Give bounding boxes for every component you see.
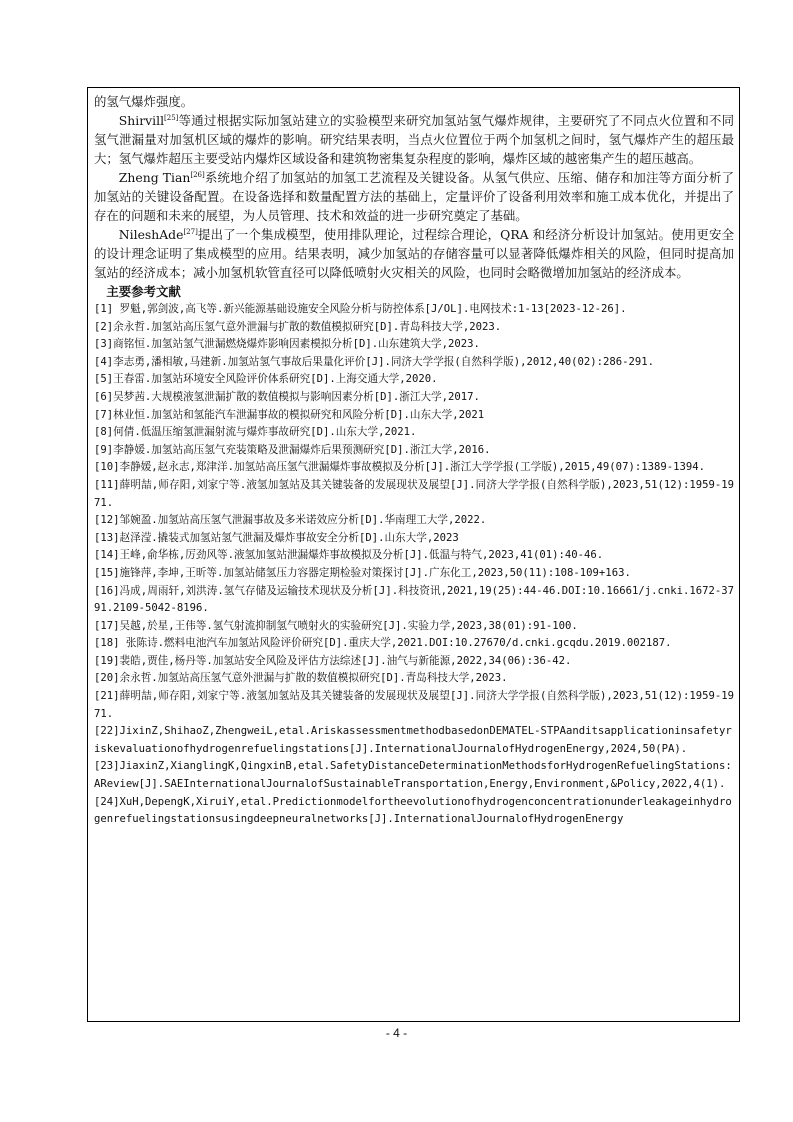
reference-item: [21]薛明喆,师存阳,刘家宁等.液氢加氢站及其关键装备的发展现状及展望[J].同济大学学报(自然科学版),2023,51(12):1959-1971. xyxy=(94,690,734,720)
paragraph-text: 系统地介绍了加氢站的加氢工艺流程及关键设备。从氢气供应、压缩、储存和加注等方面分析了加氢站的关键设备配置。在设备选择和数量配置方法的基础上，定量评价了设备利用效率和施工成本优化，并提出了存在的问题和未来的展望，为人员管理、技术和效益的进一步研究奠定了基础。 xyxy=(94,170,734,223)
author-name: NileshAde xyxy=(118,227,184,242)
paragraph-text: 的氢气爆炸强度。 xyxy=(94,94,194,109)
reference-item: [17]吴越,於星,王伟等.氢气射流抑制氢气喷射火的实验研究[J].实验力学,2023,38(01):91-100. xyxy=(94,619,578,632)
paragraph-zheng-tian xyxy=(94,168,734,225)
reference-item: [4]李志勇,潘相敏,马建新.加氢站氢气事故后果量化评价[J].同济大学学报(自然科学版),2012,40(02):286-291. xyxy=(94,355,655,368)
reference-item: [5]王春雷.加氢站环境安全风险评价体系研究[D].上海交通大学,2020. xyxy=(94,373,438,386)
reference-item: [1] 罗魁,郭剑波,高飞等.新兴能源基础设施安全风险分析与防控体系[J/OL].电网技术:1-13[2023-12-26]. xyxy=(94,303,627,315)
reference-item: [2]余永哲.加氢站高压氢气意外泄漏与扩散的数值模拟研究[D].青岛科技大学,2023. xyxy=(94,320,502,333)
reference-item: [12]邹婉盈.加氢站高压氢气泄漏事故及多米诺效应分析[D].华南理工大学,2022. xyxy=(94,514,487,527)
paragraph-text: 提出了一个集成模型，使用排队理论，过程综合理论，QRA 和经济分析设计加氢站。使用更安全的设计理念证明了集成模型的应用。结果表明，减少加氢站的存储容量可以显著降低爆炸相关的风险，但同时提高加氢站的经济成本；减小加氢机软管直径可以降低喷射火灾相关的风险，也同时会略微增加加氢站的经济成本。 xyxy=(94,227,734,280)
paragraph-text: 等通过根据实际加氢站建立的实验模型来研究加氢站氢气爆炸规律，主要研究了不同点火位置和不同氢气泄漏量对加氢机区域的爆炸的影响。研究结果表明，当点火位置位于两个加氢机之间时，氢气爆炸产生的超压最大；氢气爆炸超压主要受站内爆炸区域设备和建筑物密集复杂程度的影响，爆炸区域的越密集产生的超压越高。 xyxy=(94,113,734,166)
page-body xyxy=(94,92,734,829)
reference-item: [13]赵泽滢.撬装式加氢站氢气泄漏及爆炸事故安全分析[D].山东大学,2023 xyxy=(94,531,459,544)
reference-item: [7]林业恒.加氢站和氢能汽车泄漏事故的模拟研究和风险分析[D].山东大学,2021 xyxy=(94,408,485,421)
paragraph-shirvill xyxy=(94,111,734,168)
reference-item: [6]吴梦茜.大规模液氢泄漏扩散的数值模拟与影响因素分析[D].浙江大学,2017. xyxy=(94,390,480,403)
reference-list xyxy=(94,301,734,829)
reference-item: [22]JixinZ,ShihaoZ,ZhengweiL,etal.AriskassessmentmethodbasedonDEMATEL-STPAanditsapplicationinsafetyriskevaluationofhydrogenrefuelingstations[J].InternationalJournalofHydrogenEnergy,2024,50(PA). xyxy=(94,725,732,755)
reference-item: [18] 张陈诗.燃料电池汽车加氢站风险评价研究[D].重庆大学,2021.DOI:10.27670/d.cnki.gcqdu.2019.002187. xyxy=(94,637,672,650)
reference-item: [19]裴皓,贾佳,杨丹等.加氢站安全风险及评估方法综述[J].油气与新能源,2022,34(06):36-42. xyxy=(94,654,572,667)
reference-item: [3]商铭恒.加氢站氢气泄漏燃烧爆炸影响因素模拟分析[D].山东建筑大学,2023. xyxy=(94,338,480,351)
citation-marker: [27] xyxy=(183,227,198,236)
references-heading: 主要参考文献 xyxy=(106,284,181,299)
content-frame xyxy=(87,87,740,1022)
reference-item: [23]JiaxinZ,XianglingK,QingxinB,etal.SafetyDistanceDeterminationMethodsforHydrogenRefuelingStations:AReview[J].SAEInternationalJournalofSustainableTransportation,Energy,Environment,&Policy,2022,4(1). xyxy=(94,760,732,791)
author-name: Shirvill xyxy=(118,113,165,128)
reference-item: [9]李静媛.加氢站高压氢气充装策略及泄漏爆炸后果预测研究[D].浙江大学,2016. xyxy=(94,443,491,456)
reference-item: [8]何倩.低温压缩氢泄漏射流与爆炸事故研究[D].山东大学,2021. xyxy=(94,426,417,439)
reference-item: [10]李静媛,赵永志,郑津洋.加氢站高压氢气泄漏爆炸事故模拟及分析[J].浙江大学学报(工学版),2015,49(07):1389-1394. xyxy=(94,461,705,474)
reference-item: [14]王峰,俞华栋,厉劲风等.液氢加氢站泄漏爆炸事故模拟及分析[J].低温与特气,2023,41(01):40-46. xyxy=(94,549,604,562)
reference-item: [20]余永哲.加氢站高压氢气意外泄漏与扩散的数值模拟研究[D].青岛科技大学,2023. xyxy=(94,672,508,685)
reference-item: [24]XuH,DepengK,XiruiY,etal.Predictionmodelfortheevolutionofhydrogenconcentrationunderleakageinhydrogenrefuelingstationsusingdeepneuralnetworks[J].InternationalJournalofHydrogenEnergy xyxy=(94,795,732,826)
page-number: - 4 - xyxy=(385,1026,408,1040)
citation-marker: [26] xyxy=(190,170,205,179)
reference-item: [15]施锋萍,李坤,王昕等.加氢站储氢压力容器定期检验对策探讨[J].广东化工,2023,50(11):108-109+163. xyxy=(94,566,631,579)
citation-marker: [25] xyxy=(164,113,179,122)
reference-item: [16]冯成,周雨轩,刘洪涛.氢气存储及运输技术现状及分析[J].科技资讯,2021,19(25):44-46.DOI:10.16661/j.cnki.1672-3791.2109-5042-8196. xyxy=(94,584,734,615)
reference-item: [11]薛明喆,师存阳,刘家宁等.液氢加氢站及其关键装备的发展现状及展望[J].同济大学学报(自然科学版),2023,51(12):1959-1971. xyxy=(94,478,734,509)
author-name: Zheng Tian xyxy=(118,170,191,185)
paragraph-nileshade xyxy=(94,225,734,282)
paragraph-continuation xyxy=(94,92,734,111)
